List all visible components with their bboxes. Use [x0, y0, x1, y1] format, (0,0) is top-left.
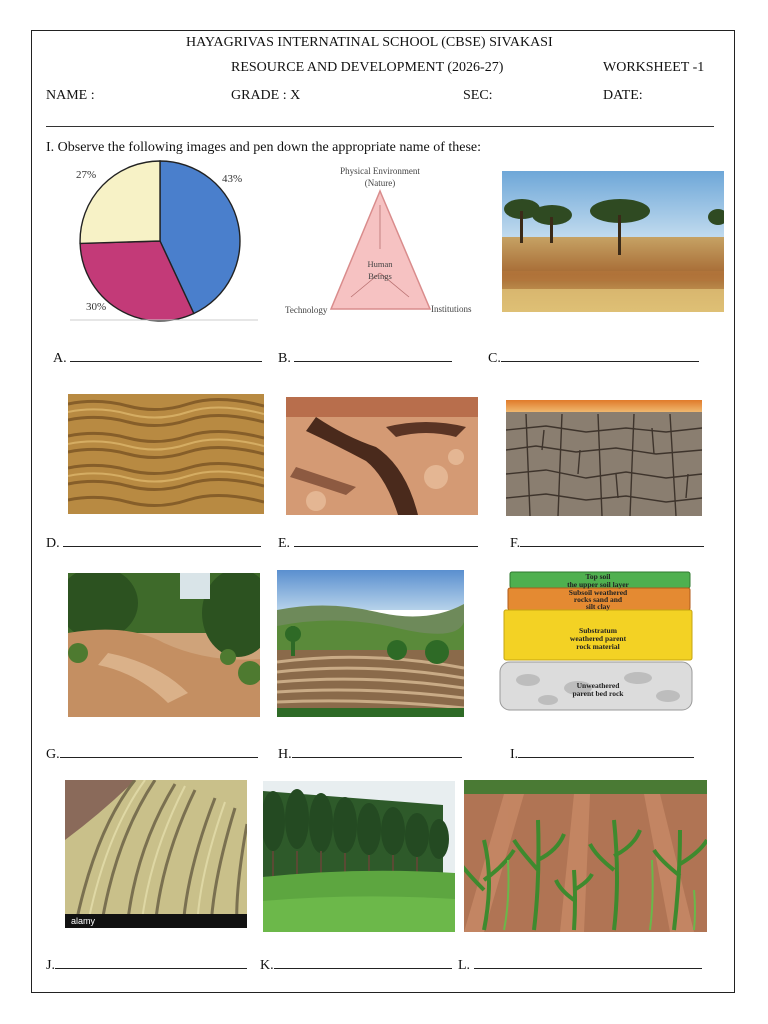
date-label: DATE:	[603, 88, 643, 103]
answer-f[interactable]	[510, 534, 704, 552]
section-label: SEC:	[463, 88, 493, 103]
soil-layer-3-text-b: weathered parent	[569, 634, 627, 643]
answer-j[interactable]	[46, 956, 247, 974]
worksheet-number: WORKSHEET -1	[603, 60, 705, 75]
soil-layer-2-text-c: silt clay	[585, 602, 611, 611]
triangle-shape	[331, 191, 430, 309]
answer-h[interactable]	[278, 745, 462, 763]
plantation-forest-photo	[263, 781, 455, 932]
soil-layer-4-text-a: Unweathered	[576, 681, 620, 690]
soil-layer-2-text-b: rocks sand and	[573, 595, 623, 604]
answer-a[interactable]	[53, 349, 262, 367]
stock-watermark: alamy	[71, 916, 96, 926]
question-text: I. Observe the following images and pen down the appropriate name of these:	[46, 140, 482, 155]
answer-l[interactable]	[458, 956, 702, 974]
answer-g-label: G.	[46, 747, 60, 762]
answer-c[interactable]	[488, 349, 699, 367]
name-label: NAME :	[46, 88, 95, 103]
answer-l-label: L.	[458, 958, 471, 973]
soil-layer-3-text-c: rock material	[576, 642, 620, 651]
answer-i-label: I.	[510, 747, 519, 762]
answer-b[interactable]	[278, 349, 452, 367]
subject-title: RESOURCE AND DEVELOPMENT (2026-27)	[231, 60, 504, 75]
answer-g[interactable]	[46, 745, 258, 763]
answer-d[interactable]	[46, 534, 261, 552]
answer-e[interactable]	[278, 534, 478, 552]
answer-k-label: K.	[260, 958, 274, 973]
triangle-center-label: Human	[367, 259, 393, 269]
triangle-top-sub-label: (Nature)	[364, 178, 396, 188]
answer-d-label: D.	[46, 536, 60, 551]
triangle-left-label: Technology	[285, 305, 328, 315]
forest-gully-photo	[68, 573, 260, 717]
answer-a-label: A.	[53, 351, 67, 366]
contour-farming-photo	[277, 570, 464, 717]
pie-label-43: 43%	[222, 173, 243, 185]
sandy-soil-photo	[68, 394, 264, 514]
terrace-farming-photo	[65, 780, 247, 928]
soil-profile-diagram	[498, 570, 694, 712]
triangle-right-label: Institutions	[431, 304, 472, 314]
triangle-center-sub-label: Beings	[368, 271, 392, 281]
answer-j-label: J.	[46, 958, 55, 973]
cracked-soil-photo	[506, 400, 702, 516]
grade-label: GRADE : X	[231, 88, 301, 103]
soil-layer-1-text-a: Top soil	[585, 572, 611, 581]
answer-f-label: F.	[510, 536, 521, 551]
pie-label-27: 27%	[76, 169, 97, 181]
maize-field-photo	[464, 780, 707, 932]
triangle-diagram-image	[283, 163, 478, 318]
answer-c-label: C.	[488, 351, 501, 366]
triangle-top-label: Physical Environment	[340, 166, 420, 176]
answer-k[interactable]	[260, 956, 452, 974]
savanna-photo	[502, 171, 724, 312]
soil-layer-1-text-b: the upper soil layer	[567, 580, 629, 589]
school-title: HAYAGRIVAS INTERNATINAL SCHOOL (CBSE) SIVAKASI	[186, 35, 553, 50]
answer-h-label: H.	[278, 747, 292, 762]
pie-label-30: 30%	[86, 301, 107, 313]
soil-layer-2-text-a: Subsoil weathered	[568, 588, 628, 597]
gully-erosion-photo	[286, 397, 478, 515]
answer-i[interactable]	[510, 745, 694, 763]
pie-chart-image	[70, 160, 258, 322]
answer-b-label: B.	[278, 351, 291, 366]
answer-e-label: E.	[278, 536, 291, 551]
soil-layer-4-text-b: parent bed rock	[572, 689, 624, 698]
soil-layer-3-text-a: Substratum	[579, 626, 617, 635]
header-rule	[46, 126, 714, 127]
